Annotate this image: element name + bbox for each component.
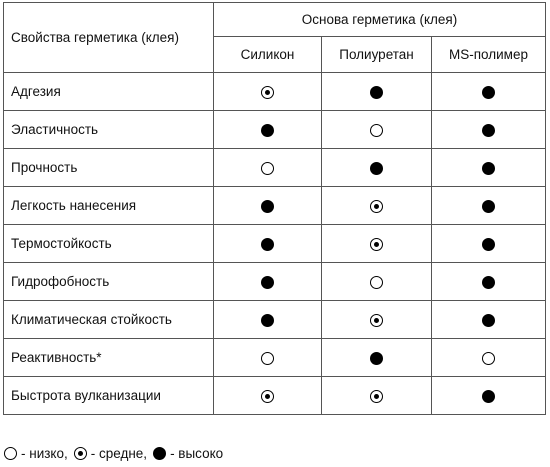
table-row [4,111,546,149]
rating-cell-silicone [214,149,322,187]
table-header [4,3,546,73]
property-label: Эластичность [4,111,214,149]
rating-cell-ms-polymer [432,263,546,301]
low-rating-icon [4,447,17,460]
legend [4,446,229,461]
property-label: Быстрота вулканизации [4,377,214,415]
rating-cell-ms-polymer [432,187,546,225]
rating-cell-polyurethane [322,187,432,225]
rating-cell-polyurethane [322,225,432,263]
rating-cell-ms-polymer [432,377,546,415]
table-row [4,149,546,187]
property-label: Гидрофобность [4,263,214,301]
high-rating-icon [482,200,495,213]
table-row [4,339,546,377]
medium-rating-icon [370,200,383,213]
property-label: Легкость нанесения [4,187,214,225]
table-row [4,73,546,111]
property-label: Прочность [4,149,214,187]
high-rating-icon [261,124,274,137]
medium-rating-icon [370,390,383,403]
property-label: Адгезия [4,73,214,111]
rating-cell-polyurethane [322,73,432,111]
properties-table [3,2,546,415]
base-group-header: Основа герметика (клея) [214,3,546,37]
property-label: Реактивность* [4,339,214,377]
high-rating-icon [261,238,274,251]
rating-cell-polyurethane [322,111,432,149]
high-rating-icon [370,162,383,175]
high-rating-icon [482,390,495,403]
table-row [4,301,546,339]
property-column-header: Свойства герметика (клея) [4,3,214,73]
rating-cell-silicone [214,73,322,111]
high-rating-icon [482,162,495,175]
medium-rating-icon [370,314,383,327]
rating-cell-silicone [214,225,322,263]
legend-label-mid: - средне, [90,446,148,461]
table-body [4,73,546,415]
medium-rating-icon [261,86,274,99]
high-rating-icon [482,124,495,137]
rating-cell-polyurethane [322,377,432,415]
high-rating-icon [482,238,495,251]
low-rating-icon [482,352,495,365]
rating-cell-silicone [214,187,322,225]
rating-cell-ms-polymer [432,73,546,111]
low-rating-icon [261,162,274,175]
legend-item-high [153,446,223,461]
rating-cell-silicone [214,301,322,339]
high-rating-icon [261,314,274,327]
rating-cell-ms-polymer [432,149,546,187]
rating-cell-silicone [214,377,322,415]
property-label: Климатическая стойкость [4,301,214,339]
rating-cell-polyurethane [322,301,432,339]
medium-rating-icon [261,390,274,403]
high-rating-icon [153,447,166,460]
rating-cell-ms-polymer [432,225,546,263]
legend-label-high: - высоко [170,446,224,461]
medium-rating-icon [370,238,383,251]
rating-cell-polyurethane [322,339,432,377]
column-header-silicone: Силикон [214,37,322,73]
column-header-ms-polymer: MS-полимер [432,37,546,73]
low-rating-icon [261,352,274,365]
low-rating-icon [370,124,383,137]
legend-item-mid [74,446,147,461]
table-row [4,187,546,225]
rating-cell-ms-polymer [432,301,546,339]
rating-cell-ms-polymer [432,111,546,149]
rating-cell-silicone [214,263,322,301]
table-row [4,225,546,263]
high-rating-icon [482,276,495,289]
column-header-polyurethane: Полиуретан [322,37,432,73]
low-rating-icon [370,276,383,289]
rating-cell-polyurethane [322,263,432,301]
legend-label-low: - низко, [21,446,68,461]
rating-cell-silicone [214,111,322,149]
high-rating-icon [261,276,274,289]
legend-item-low [4,446,68,461]
high-rating-icon [261,200,274,213]
high-rating-icon [482,86,495,99]
high-rating-icon [482,314,495,327]
high-rating-icon [370,352,383,365]
rating-cell-ms-polymer [432,339,546,377]
medium-rating-icon [74,447,87,460]
table-row [4,263,546,301]
rating-cell-polyurethane [322,149,432,187]
high-rating-icon [370,86,383,99]
rating-cell-silicone [214,339,322,377]
table-row [4,377,546,415]
property-label: Термостойкость [4,225,214,263]
